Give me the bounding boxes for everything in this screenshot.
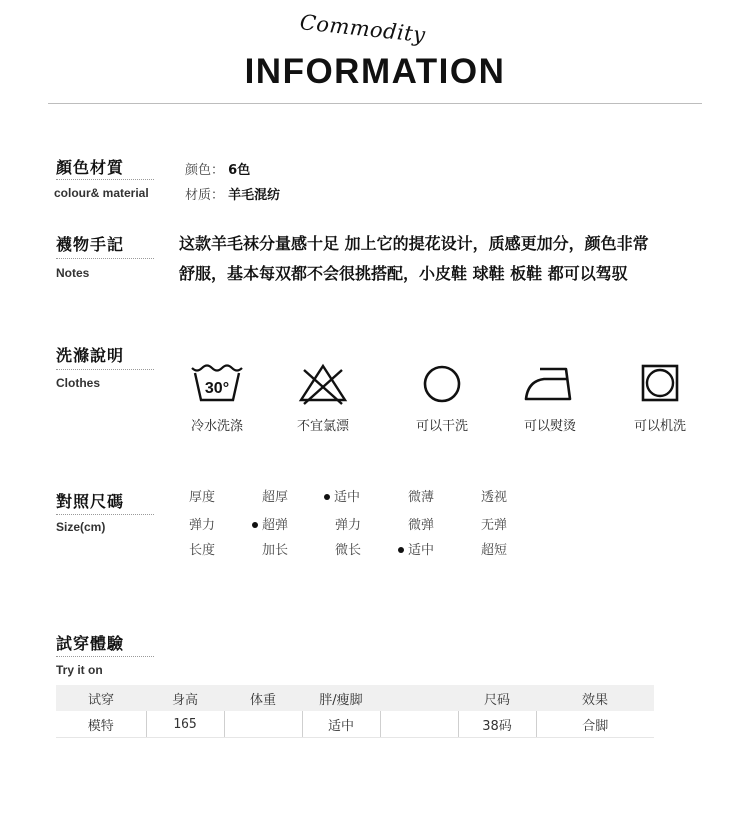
- wash-label-machine: 可以机洗: [633, 419, 686, 434]
- material-row: [185, 184, 280, 203]
- table-cell: 合脚: [536, 711, 654, 738]
- tumble-dry-icon: [632, 362, 688, 406]
- selected-dot-icon: [398, 547, 404, 553]
- material-value: 羊毛混纺: [228, 188, 281, 203]
- iron-icon: [522, 362, 578, 406]
- section-divider: [56, 258, 154, 259]
- section-subtitle-size: Size(cm): [56, 520, 106, 534]
- try-on-table: [56, 685, 654, 738]
- script-subtitle: Commodity: [298, 10, 427, 48]
- size-option: 微薄: [408, 490, 435, 505]
- wash-30-icon: [189, 362, 245, 406]
- section-title-color-material: 顏色材質: [56, 158, 125, 177]
- table-header-cell: 尺码: [458, 685, 536, 711]
- size-row-label-elasticity: 弹力: [189, 518, 216, 533]
- table-row: [56, 711, 654, 738]
- size-option: 微弹: [408, 518, 435, 533]
- color-row: [185, 159, 250, 178]
- color-label: 颜色：: [185, 163, 225, 178]
- section-subtitle-washing: Clothes: [56, 376, 101, 390]
- section-divider: [56, 514, 154, 515]
- table-cell: 165: [146, 711, 224, 738]
- size-option: 弹力: [335, 518, 362, 533]
- size-option: 超厚: [262, 490, 289, 505]
- size-option-selected: 适中: [324, 486, 360, 505]
- section-title-washing: 洗滌說明: [56, 346, 125, 365]
- section-divider: [56, 656, 154, 657]
- notes-line-2: 舒服，基本每双都不会很挑搭配，小皮鞋 球鞋 板鞋 都可以驾驭: [179, 264, 628, 283]
- size-option-selected: 超弹: [252, 514, 288, 533]
- wash-item-no-bleach: [273, 362, 373, 434]
- table-header-cell: 体重: [224, 685, 302, 711]
- title-divider: [48, 103, 702, 104]
- table-header-cell: [380, 685, 458, 711]
- page-title: INFORMATION: [244, 52, 506, 91]
- material-label: 材质：: [185, 188, 225, 203]
- size-option: 透视: [481, 490, 508, 505]
- wash-item-machine: [610, 362, 710, 434]
- table-header-cell: 效果: [536, 685, 654, 711]
- wash-label-no-bleach: 不宜氯漂: [296, 419, 349, 434]
- table-cell: [380, 711, 458, 738]
- section-divider: [56, 179, 154, 180]
- table-header-row: [56, 685, 654, 711]
- wash-label-cold: 冷水洗涤: [190, 419, 243, 434]
- notes-line-1: 这款羊毛袜分量感十足 加上它的提花设计，质感更加分，颜色非常: [179, 234, 649, 253]
- color-value: 6色: [228, 163, 251, 178]
- section-subtitle-try-on: Try it on: [56, 663, 103, 677]
- notes-text: [179, 229, 709, 289]
- size-row-label-thickness: 厚度: [189, 490, 216, 505]
- wash-item-cold: [167, 362, 267, 434]
- table-header-cell: 试穿: [56, 685, 146, 711]
- table-header-cell: 身高: [146, 685, 224, 711]
- table-cell: 适中: [302, 711, 380, 738]
- table-cell: 模特: [56, 711, 146, 738]
- selected-dot-icon: [324, 494, 330, 500]
- table-header-cell: 胖/瘦脚: [302, 685, 380, 711]
- section-subtitle-notes: Notes: [56, 266, 90, 280]
- no-bleach-icon: [295, 362, 351, 406]
- table-cell: 38码: [458, 711, 536, 738]
- dry-clean-icon: [414, 362, 470, 406]
- selected-dot-icon: [252, 522, 258, 528]
- section-title-try-on: 試穿體驗: [56, 634, 125, 653]
- size-option: 无弹: [481, 518, 508, 533]
- size-row-label-length: 长度: [189, 543, 216, 558]
- size-option: 微长: [335, 543, 362, 558]
- size-option: 加长: [262, 543, 289, 558]
- table-cell: [224, 711, 302, 738]
- size-option: 超短: [481, 543, 508, 558]
- wash-label-iron: 可以熨烫: [523, 419, 576, 434]
- wash-temperature: 30°: [204, 380, 230, 397]
- wash-label-dry-clean: 可以干洗: [415, 419, 468, 434]
- wash-item-dry-clean: [392, 362, 492, 434]
- wash-item-iron: [500, 362, 600, 434]
- size-option-selected: 适中: [398, 539, 434, 558]
- section-title-size: 對照尺碼: [56, 492, 125, 511]
- section-subtitle-color-material: colour& material: [54, 186, 149, 200]
- section-divider: [56, 369, 154, 370]
- section-title-notes: 襪物手記: [56, 235, 125, 254]
